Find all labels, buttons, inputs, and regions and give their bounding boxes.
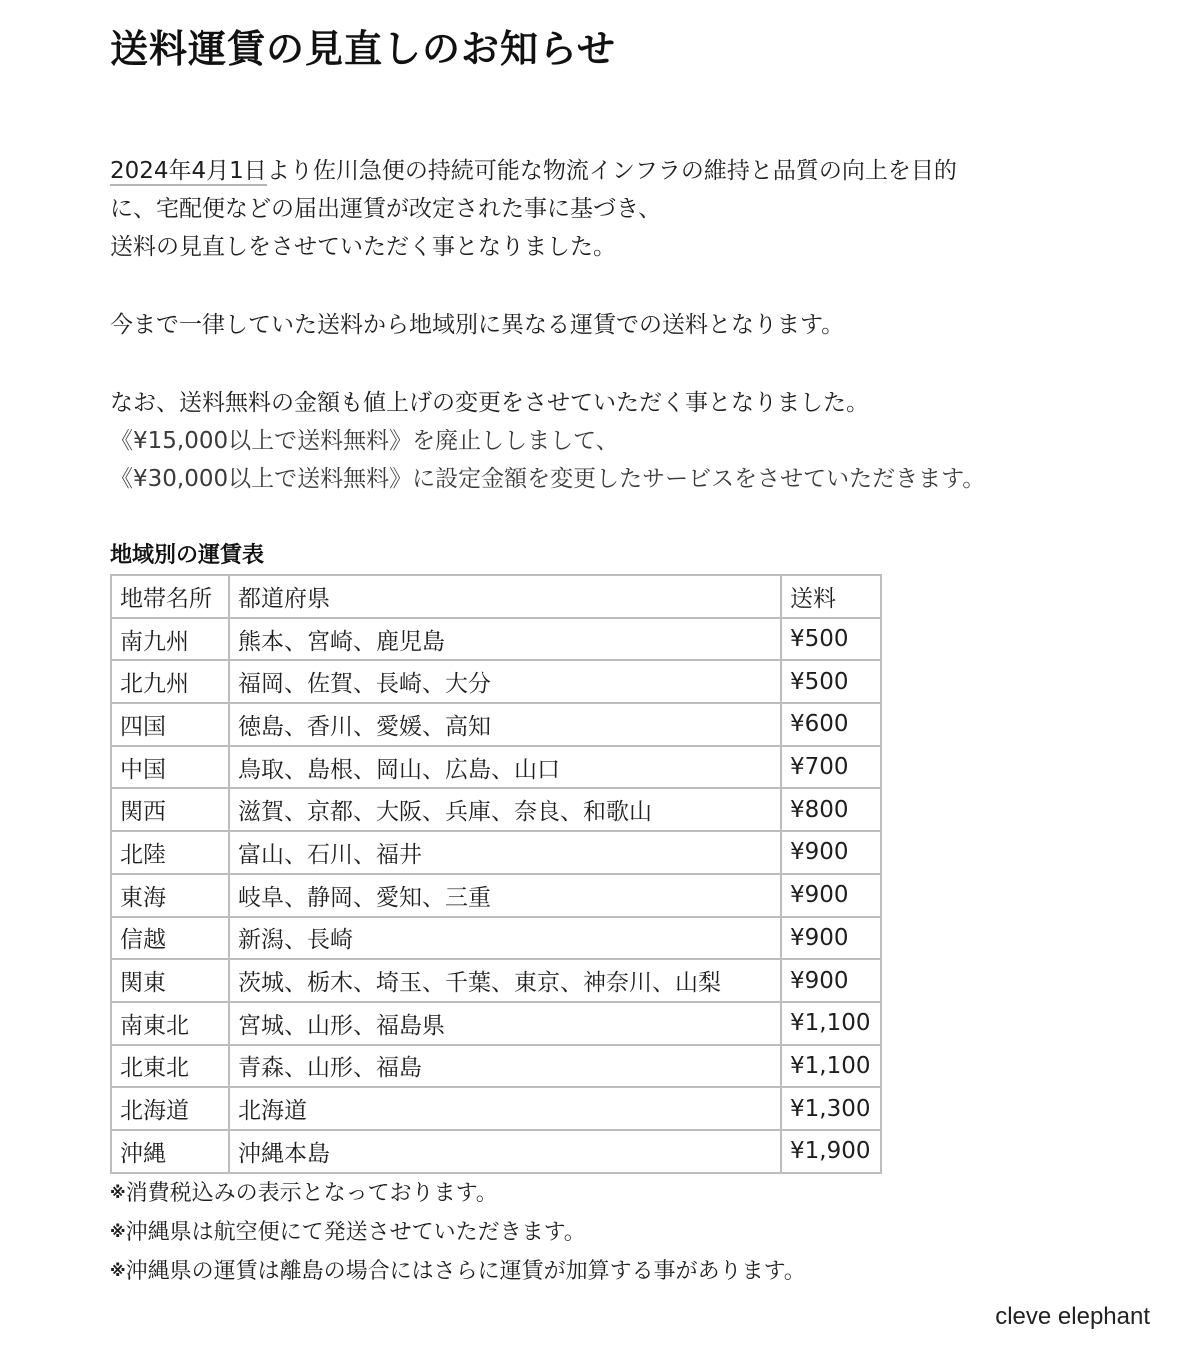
note-item (110, 1252, 806, 1291)
table-header-row (111, 575, 881, 618)
zone-cell: 中国 (111, 746, 229, 789)
zone-cell: 南東北 (111, 1002, 229, 1045)
note-item (110, 1174, 806, 1213)
table-row (111, 1130, 881, 1173)
table-heading: 地域別の運賃表 (110, 543, 265, 568)
zone-cell: 北九州 (111, 660, 229, 703)
paragraph-line: 《¥30,000以上で送料無料》に設定金額を変更したサービスをさせていただきます。 (110, 466, 986, 492)
table-row (111, 959, 881, 1002)
signature-text: cleve elephant (995, 1303, 1150, 1330)
paragraph-line: 《¥15,000以上で送料無料》を廃止ししまして、 (110, 428, 619, 454)
zone-cell: 南九州 (111, 618, 229, 661)
table-row (111, 746, 881, 789)
prefectures-cell: 沖縄本島 (229, 1130, 781, 1173)
notes-list (110, 1174, 806, 1291)
paragraph-line (110, 152, 957, 190)
zone-cell: 四国 (111, 703, 229, 746)
zone-cell: 信越 (111, 917, 229, 960)
table-row (111, 1045, 881, 1088)
table-row (111, 1002, 881, 1045)
fee-cell: ¥900 (781, 831, 881, 874)
fee-cell: ¥500 (781, 618, 881, 661)
prefectures-cell: 徳島、香川、愛媛、高知 (229, 703, 781, 746)
note-text: 沖縄県の運賃は離島の場合にはさらに運賃が加算する事があります。 (125, 1259, 806, 1284)
effective-date: 2024年4月1日 (110, 158, 267, 184)
prefectures-cell: 岐阜、静岡、愛知、三重 (229, 874, 781, 917)
zone-cell: 東海 (111, 874, 229, 917)
zone-cell: 北海道 (111, 1087, 229, 1130)
prefectures-cell: 富山、石川、福井 (229, 831, 781, 874)
fee-cell: ¥500 (781, 660, 881, 703)
header-shipping-fee: 送料 (781, 575, 881, 618)
regional-rate-table (110, 574, 882, 1174)
table-body (111, 618, 881, 1173)
table-row (111, 1087, 881, 1130)
zone-cell: 沖縄 (111, 1130, 229, 1173)
note-marker: ※ (110, 1261, 126, 1280)
page-title: 送料運賃の見直しのお知らせ (110, 27, 616, 71)
table-row (111, 917, 881, 960)
header-prefectures: 都道府県 (229, 575, 781, 618)
fee-cell: ¥700 (781, 746, 881, 789)
note-text: 消費税込みの表示となっております。 (125, 1181, 498, 1206)
paragraph-rate-revision (110, 152, 957, 266)
fee-cell: ¥900 (781, 917, 881, 960)
zone-cell: 北陸 (111, 831, 229, 874)
prefectures-cell: 滋賀、京都、大阪、兵庫、奈良、和歌山 (229, 788, 781, 831)
note-item (110, 1213, 806, 1252)
prefectures-cell: 北海道 (229, 1087, 781, 1130)
table-row (111, 618, 881, 661)
prefectures-cell: 鳥取、島根、岡山、広島、山口 (229, 746, 781, 789)
fee-cell: ¥800 (781, 788, 881, 831)
fee-cell: ¥900 (781, 874, 881, 917)
fee-cell: ¥1,100 (781, 1045, 881, 1088)
table-row (111, 660, 881, 703)
zone-cell: 北東北 (111, 1045, 229, 1088)
zone-cell: 関西 (111, 788, 229, 831)
fee-cell: ¥900 (781, 959, 881, 1002)
fee-cell: ¥600 (781, 703, 881, 746)
fee-cell: ¥1,100 (781, 1002, 881, 1045)
table-row (111, 788, 881, 831)
paragraph-regional-rates: 今まで一律していた送料から地域別に異なる運賃での送料となります。 (110, 312, 845, 338)
paragraph-line: なお、送料無料の金額も値上げの変更をさせていただく事となりました。 (110, 390, 869, 416)
prefectures-cell: 青森、山形、福島 (229, 1045, 781, 1088)
prefectures-cell: 宮城、山形、福島県 (229, 1002, 781, 1045)
table-row (111, 874, 881, 917)
prefectures-cell: 福岡、佐賀、長崎、大分 (229, 660, 781, 703)
note-text: 沖縄県は航空便にて発送させていただきます。 (125, 1220, 586, 1245)
table-row (111, 703, 881, 746)
paragraph-text: より佐川急便の持続可能な物流インフラの維持と品質の向上を目的 (266, 158, 957, 184)
paragraph-free-shipping (110, 384, 985, 498)
prefectures-cell: 茨城、栃木、埼玉、千葉、東京、神奈川、山梨 (229, 959, 781, 1002)
zone-cell: 関東 (111, 959, 229, 1002)
fee-cell: ¥1,300 (781, 1087, 881, 1130)
prefectures-cell: 熊本、宮崎、鹿児島 (229, 618, 781, 661)
prefectures-cell: 新潟、長崎 (229, 917, 781, 960)
note-marker: ※ (110, 1183, 126, 1202)
table-row (111, 831, 881, 874)
paragraph-line: 送料の見直しをさせていただく事となりました。 (110, 234, 616, 260)
paragraph-line: に、宅配便などの届出運賃が改定された事に基づき、 (110, 196, 662, 222)
header-zone: 地帯名所 (111, 575, 229, 618)
fee-cell: ¥1,900 (781, 1130, 881, 1173)
note-marker: ※ (110, 1222, 126, 1241)
